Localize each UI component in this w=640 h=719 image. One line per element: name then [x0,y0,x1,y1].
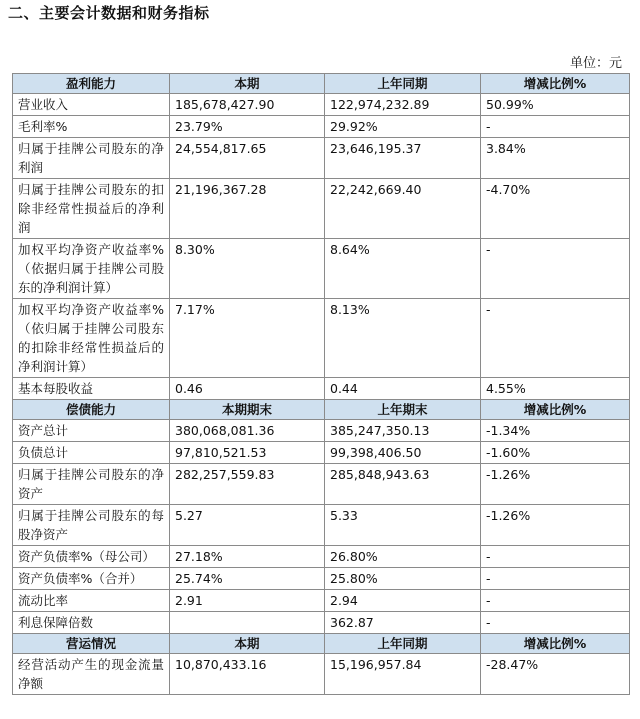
header-prior: 上年同期 [325,634,481,654]
table-row [13,464,630,505]
table-row [13,179,630,239]
row-label: 利息保障倍数 [13,612,170,634]
section-header-row [13,74,630,94]
table-row [13,94,630,116]
change-percent: - [481,116,630,138]
current-value: 2.91 [170,590,325,612]
row-label: 负债总计 [13,442,170,464]
prior-value: 99,398,406.50 [325,442,481,464]
row-label: 流动比率 [13,590,170,612]
table-row [13,239,630,299]
change-percent: -1.26% [481,505,630,546]
header-current: 本期 [170,74,325,94]
current-value: 25.74% [170,568,325,590]
change-percent: - [481,612,630,634]
current-value: 7.17% [170,299,325,378]
header-change: 增减比例% [481,400,630,420]
table-row [13,654,630,695]
current-value: 97,810,521.53 [170,442,325,464]
row-label: 资产总计 [13,420,170,442]
prior-value: 26.80% [325,546,481,568]
row-label: 营业收入 [13,94,170,116]
header-prior: 上年同期 [325,74,481,94]
table-row [13,505,630,546]
change-percent: -4.70% [481,179,630,239]
unit-label: 单位：元 [569,56,622,71]
current-value: 27.18% [170,546,325,568]
row-label: 毛利率% [13,116,170,138]
change-percent: - [481,299,630,378]
row-label: 加权平均净资产收益率%（依归属于挂牌公司股东的扣除非经常性损益后的净利润计算） [13,299,170,378]
current-value: 24,554,817.65 [170,138,325,179]
header-category: 营运情况 [13,634,170,654]
current-value [170,612,325,634]
header-change: 增减比例% [481,74,630,94]
current-value: 10,870,433.16 [170,654,325,695]
current-value: 380,068,081.36 [170,420,325,442]
header-category: 偿债能力 [13,400,170,420]
change-percent: - [481,239,630,299]
change-percent: 4.55% [481,378,630,400]
prior-value: 285,848,943.63 [325,464,481,505]
header-current: 本期期末 [170,400,325,420]
section-heading: 二、主要会计数据和财务指标 [8,4,210,22]
table-row [13,299,630,378]
financial-indicators-table [12,73,630,695]
row-label: 归属于挂牌公司股东的净资产 [13,464,170,505]
prior-value: 8.13% [325,299,481,378]
table-row [13,116,630,138]
current-value: 5.27 [170,505,325,546]
prior-value: 385,247,350.13 [325,420,481,442]
current-value: 185,678,427.90 [170,94,325,116]
section-header-row [13,634,630,654]
change-percent: -1.26% [481,464,630,505]
prior-value: 5.33 [325,505,481,546]
table-row [13,138,630,179]
change-percent: 3.84% [481,138,630,179]
change-percent: -1.34% [481,420,630,442]
prior-value: 25.80% [325,568,481,590]
table-row [13,378,630,400]
change-percent: -1.60% [481,442,630,464]
prior-value: 362.87 [325,612,481,634]
header-current: 本期 [170,634,325,654]
prior-value: 8.64% [325,239,481,299]
table-row [13,612,630,634]
table-row [13,568,630,590]
prior-value: 0.44 [325,378,481,400]
current-value: 8.30% [170,239,325,299]
table-row [13,420,630,442]
current-value: 282,257,559.83 [170,464,325,505]
prior-value: 15,196,957.84 [325,654,481,695]
change-percent: - [481,546,630,568]
current-value: 23.79% [170,116,325,138]
row-label: 资产负债率%（母公司） [13,546,170,568]
row-label: 经营活动产生的现金流量净额 [13,654,170,695]
row-label: 归属于挂牌公司股东的净利润 [13,138,170,179]
table-row [13,442,630,464]
header-change: 增减比例% [481,634,630,654]
current-value: 0.46 [170,378,325,400]
change-percent: 50.99% [481,94,630,116]
section-header-row [13,400,630,420]
row-label: 资产负债率%（合并） [13,568,170,590]
change-percent: -28.47% [481,654,630,695]
prior-value: 29.92% [325,116,481,138]
header-category: 盈利能力 [13,74,170,94]
current-value: 21,196,367.28 [170,179,325,239]
row-label: 加权平均净资产收益率%（依据归属于挂牌公司股东的净利润计算） [13,239,170,299]
prior-value: 22,242,669.40 [325,179,481,239]
header-prior: 上年期末 [325,400,481,420]
row-label: 归属于挂牌公司股东的每股净资产 [13,505,170,546]
change-percent: - [481,568,630,590]
prior-value: 2.94 [325,590,481,612]
prior-value: 122,974,232.89 [325,94,481,116]
change-percent: - [481,590,630,612]
row-label: 基本每股收益 [13,378,170,400]
table-row [13,546,630,568]
row-label: 归属于挂牌公司股东的扣除非经常性损益后的净利润 [13,179,170,239]
prior-value: 23,646,195.37 [325,138,481,179]
table-row [13,590,630,612]
